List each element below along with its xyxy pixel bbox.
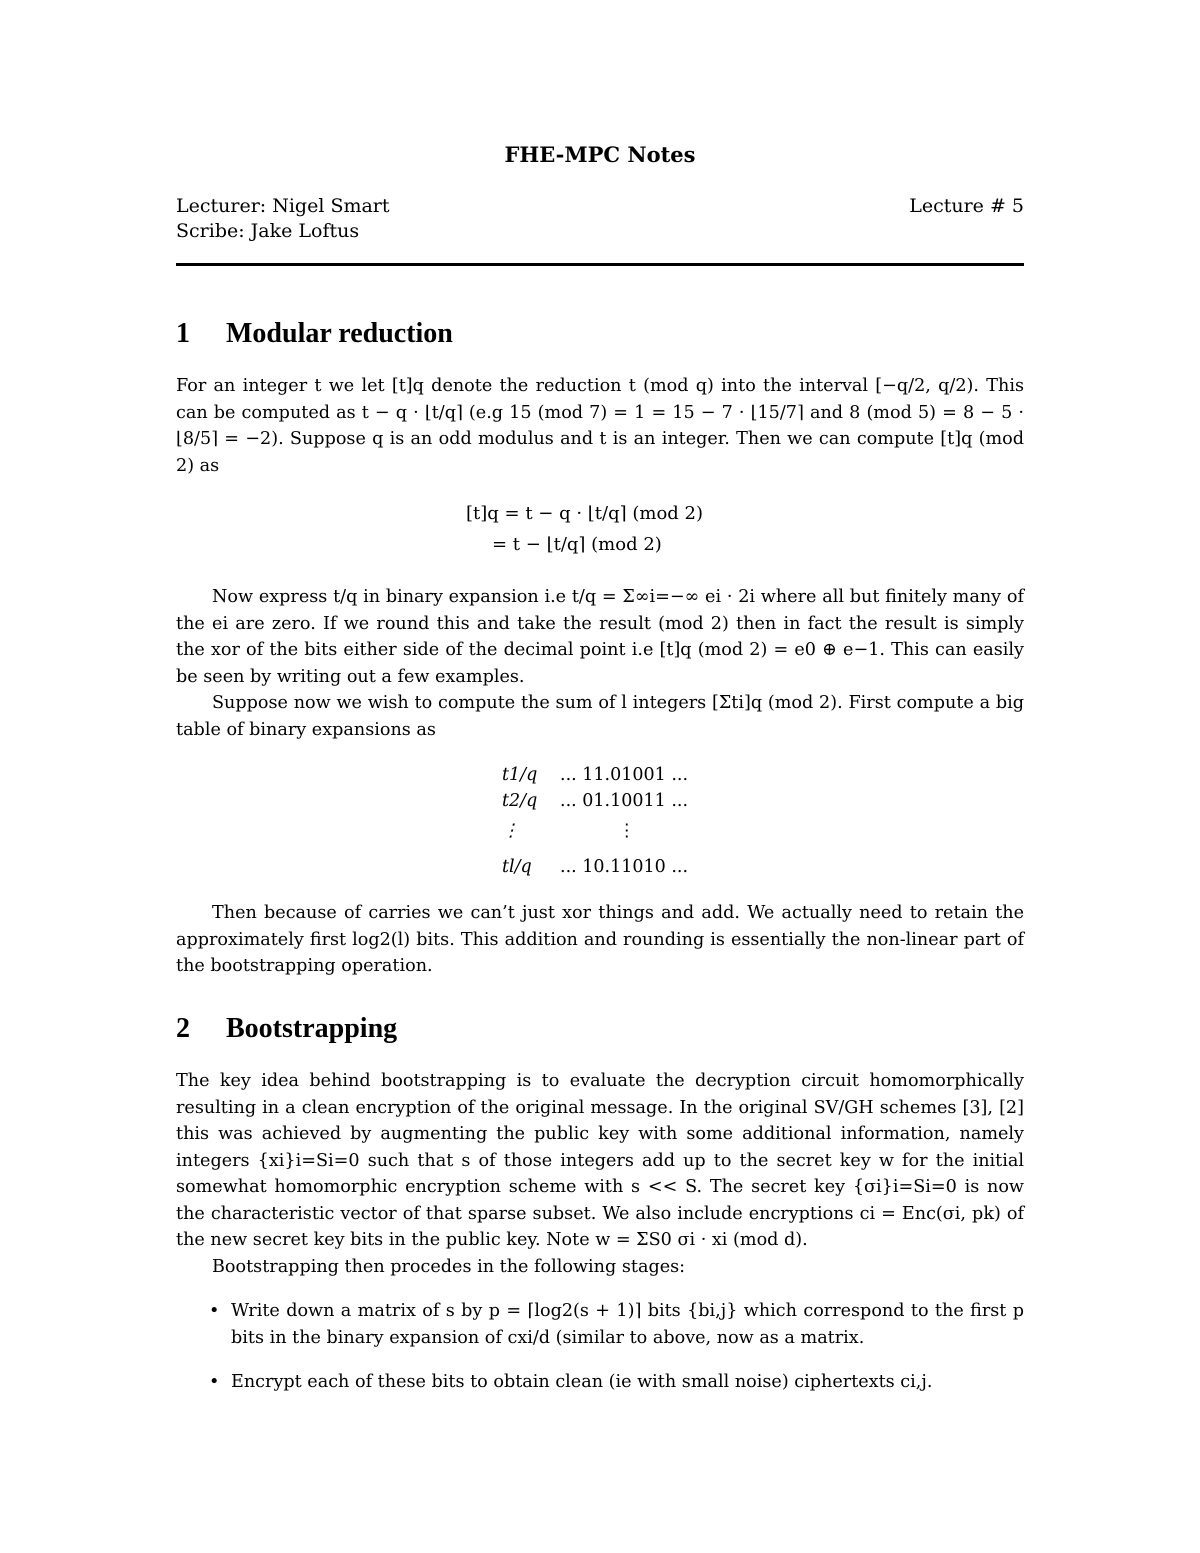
- list-item: [176, 1298, 1024, 1351]
- paragraph-bootstrapping-idea: The key idea behind bootstrapping is to evaluate the decryption circuit homomorphically resulting in a clean encryption of the original message. In the original SV/GH schemes [3], [2] this was achieved by augmenting the public key with some additional information, namely integers {xi}i=Si=0 such that s of those integers add up to the secret key w for the initial somewhat homomorphic encryption scheme with s << S. The secret key {σi}i=Si=0 is now the characteristic vector of that sparse subset. We also include encryptions ci = Enc(σi, pk) of the new secret key bits in the public key. Note w = ΣS0 σi · xi (mod d).: [176, 1071, 1024, 1250]
- lecturer-row: [176, 195, 1024, 217]
- bullet-icon: •: [209, 1301, 220, 1321]
- table-cell-right: ... 11.01001 ...: [560, 765, 689, 785]
- equation-line-1: [t]q = t − q · ⌊t/q⌉ (mod 2): [466, 503, 704, 524]
- list-item-text: Encrypt each of these bits to obtain clean (ie with small noise) ciphertexts ci,j.: [231, 1372, 933, 1392]
- section-number: 1: [176, 318, 190, 349]
- list-item: [176, 1369, 1024, 1396]
- table-cell-right: ⋮: [618, 821, 636, 841]
- paragraph-modular-intro: For an integer t we let [t]q denote the reduction t (mod q) into the interval [−q/2, q/2). This can be computed as t − q · ⌊t/q⌉ (e.g 15 (mod 7) = 1 = 15 − 7 · ⌊15/7⌉ and 8 (mod 5) = 8 − 5 · ⌊8/5⌉ = −2). Suppose q is an odd modulus and t is an integer. Then we can compute [t]q (mod 2) as: [176, 376, 1024, 476]
- lecture-number: Lecture # 5: [909, 195, 1024, 217]
- section-title: Modular reduction: [226, 318, 453, 349]
- table-cell-left: tl/q: [502, 857, 532, 877]
- lecturer-label: Lecturer: Nigel Smart: [176, 195, 390, 217]
- paragraph-binary-expansion: Now express t/q in binary expansion i.e t/q = Σ∞i=−∞ ei · 2i where all but finitely many of the ei are zero. If we round this and take the result (mod 2) then in fact the result is simply the xor of the bits either side of the decimal point i.e [t]q (mod 2) = e0 ⊕ e−1. This can easily be seen by writing out a few examples.: [176, 587, 1024, 687]
- bullet-icon: •: [209, 1372, 220, 1392]
- section-number: 2: [176, 1013, 190, 1044]
- paragraph-sum-integers: Suppose now we wish to compute the sum of l integers [Σti]q (mod 2). First compute a big table of binary expansions as: [176, 693, 1024, 740]
- table-cell-right: ... 10.11010 ...: [560, 857, 689, 877]
- paragraph-stages-intro: Bootstrapping then procedes in the following stages:: [212, 1257, 686, 1277]
- scribe-row: [176, 220, 1024, 242]
- section-title: Bootstrapping: [226, 1013, 398, 1044]
- stages-list: [176, 1298, 1024, 1396]
- header-rule: [176, 263, 1024, 266]
- paragraph-carries: Then because of carries we can’t just xor things and add. We actually need to retain the approximately first log2(l) bits. This addition and rounding is essentially the non-linear part of the bootstrapping operation.: [176, 903, 1024, 976]
- document-title: FHE-MPC Notes: [504, 142, 696, 167]
- section-heading-1: [176, 318, 453, 350]
- binary-table: [502, 765, 722, 885]
- table-cell-left: ⋮: [502, 821, 520, 841]
- section-heading-2: [176, 1013, 397, 1045]
- table-cell-left: t1/q: [502, 765, 538, 785]
- list-item-text: Write down a matrix of s by p = ⌈log2(s + 1)⌉ bits {bi,j} which correspond to the first p bits in the binary expansion of cxi/d (similar to above, now as a matrix.: [231, 1301, 1024, 1348]
- table-cell-left: t2/q: [502, 791, 538, 811]
- scribe-label: Scribe: Jake Loftus: [176, 220, 360, 242]
- table-cell-right: ... 01.10011 ...: [560, 791, 689, 811]
- equation-line-2: = t − ⌊t/q⌉ (mod 2): [492, 534, 662, 555]
